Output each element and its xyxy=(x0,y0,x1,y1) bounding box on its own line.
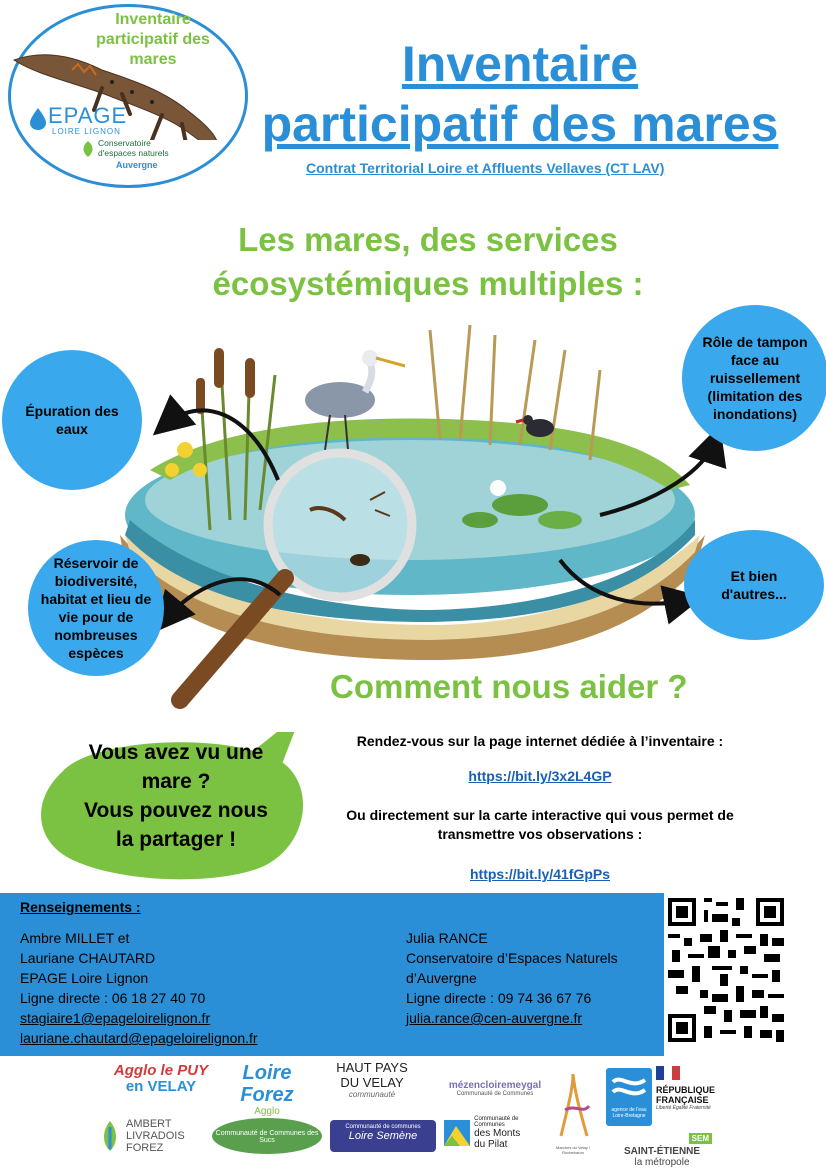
contact-left-org: EPAGE Loire Lignon xyxy=(20,970,149,986)
logo-saint-etienne xyxy=(612,1128,712,1168)
logo-loire-semene-small: Communauté de communes xyxy=(345,1124,421,1130)
page-title-line-2: participatif des mares xyxy=(261,96,779,152)
logo-republique-line-1: RÉPUBLIQUE xyxy=(656,1085,716,1095)
contact-right-org-2: d’Auvergne xyxy=(406,970,477,986)
help-text-2-line-2: transmettre vos observations : xyxy=(437,826,643,842)
services-heading-line-2: écosystémiques multiples : xyxy=(212,265,644,302)
logo-agence-eau xyxy=(606,1068,652,1126)
logo-mezenc-text: mézencloiremeygal xyxy=(448,1080,542,1091)
speech-bubble-text xyxy=(58,738,294,854)
bubble-epuration-text: Épuration des eaux xyxy=(25,403,119,437)
logo-ambert-line-3: FOREZ xyxy=(126,1142,164,1154)
logo-haut-pays xyxy=(332,1060,412,1099)
logo-loire-forez-sub: Agglo xyxy=(254,1106,280,1117)
speech-line-4: la partager ! xyxy=(115,828,237,851)
logo-loire-semene-text: Loire Semène xyxy=(348,1130,418,1142)
ambert-leaf-icon xyxy=(100,1119,120,1153)
logo-ambert-line-1: AMBERT xyxy=(126,1118,172,1130)
services-heading-line-1: Les mares, des services xyxy=(238,221,618,258)
speech-line-2: mare ? xyxy=(141,770,211,793)
logo-agence-eau-text: agence de l'eau Loire-Bretagne xyxy=(611,1107,647,1119)
bubble-biodiversite-text: Réservoir de biodiversité, habitat et lieu de vie pour de nombreuses espèces xyxy=(40,555,152,661)
contact-left-phone: Ligne directe : 06 18 27 40 70 xyxy=(20,990,206,1006)
contact-right-name: Julia RANCE xyxy=(406,930,488,946)
contact-right-org-1: Conservatoire d’Espaces Naturels xyxy=(406,950,618,966)
logo-haut-pays-line-2: DU VELAY xyxy=(340,1075,404,1090)
logo-saint-etienne-line-1: SAINT-ÉTIENNE xyxy=(623,1146,701,1157)
page-title-line-1: Inventaire xyxy=(401,36,639,92)
speech-line-1: Vous avez vu une xyxy=(88,741,264,764)
help-link-1-wrap xyxy=(300,768,780,786)
page-subtitle: Contrat Territorial Loire et Affluents Vellaves (CT LAV) xyxy=(306,160,665,176)
logo-loire-semene xyxy=(330,1120,436,1152)
arrow-tampon xyxy=(600,440,715,515)
cen-line-2: d'espaces naturels xyxy=(98,148,169,158)
logo-sucs xyxy=(212,1118,322,1154)
logo-title: Inventaire participatif des mares xyxy=(96,11,210,68)
logo-republique-line-2: FRANÇAISE xyxy=(656,1095,709,1105)
speech-line-3: Vous pouvez nous xyxy=(84,799,268,822)
cen-logo-region: Auvergne xyxy=(116,160,158,170)
qr-code[interactable] xyxy=(664,894,788,1046)
logo-sucs-text: Communauté de Communes des Sucs xyxy=(215,1130,319,1144)
bubble-tampon-text: Rôle de tampon face au ruissellement (limitation des inondations) xyxy=(702,334,808,422)
monts-pilat-icon xyxy=(442,1118,470,1148)
bubble-epuration xyxy=(2,350,142,490)
contact-right xyxy=(406,928,618,1028)
contact-left xyxy=(20,928,258,1048)
logo-loire-forez xyxy=(222,1062,312,1117)
logo-mezenc xyxy=(440,1080,550,1097)
logo-monts-pilat-small: Communauté de Communes xyxy=(474,1116,519,1128)
logo-republique-motto: Liberté Égalité Fraternité xyxy=(656,1105,711,1111)
help-heading: Comment nous aider ? xyxy=(330,668,688,705)
contact-left-name-2: Lauriane CHAUTARD xyxy=(20,950,156,966)
logo-monts-pilat-line-1: des Monts xyxy=(474,1128,521,1139)
logo-haut-pays-line-1: HAUT PAYS xyxy=(336,1060,408,1075)
epage-logo-subtext: LOIRE LIGNON xyxy=(52,127,121,136)
link-carte-interactive[interactable]: https://bit.ly/41fGpPs xyxy=(469,866,610,882)
help-link-2-wrap xyxy=(300,866,780,884)
logo-sem: SEM xyxy=(689,1133,712,1144)
logo-marches-velay-text: Marches du Velay / Rochebaron xyxy=(555,1145,591,1155)
marches-velay-icon xyxy=(553,1070,593,1140)
arrow-autres xyxy=(560,560,688,604)
logo-agglo-puy xyxy=(104,1063,218,1095)
agence-eau-wave-icon xyxy=(609,1072,649,1102)
logo-mezenc-sub: Communauté de Communes xyxy=(456,1091,534,1097)
contact-right-email[interactable]: julia.rance@cen-auvergne.fr xyxy=(406,1010,583,1026)
bubble-tampon xyxy=(682,305,826,451)
cen-line-1: Conservatoire xyxy=(98,138,151,148)
logo-monts-pilat xyxy=(442,1116,546,1150)
logo-saint-etienne-line-2: la métropole xyxy=(634,1157,690,1168)
help-text-2-line-1: Ou directement sur la carte interactive qui vous permet de xyxy=(346,807,734,823)
contact-left-name-1: Ambre MILLET et xyxy=(20,930,130,946)
contact-left-email-1[interactable]: stagiaire1@epageloirelignon.fr xyxy=(20,1010,211,1026)
marianne-flag-icon xyxy=(656,1066,680,1080)
bubble-biodiversite xyxy=(28,540,164,676)
arrow-epuration xyxy=(165,410,278,480)
arrow-biodiversite xyxy=(165,579,280,620)
contact-right-phone: Ligne directe : 09 74 36 67 76 xyxy=(406,990,592,1006)
logo-sem-wrap xyxy=(612,1128,712,1146)
logo-monts-pilat-line-2: du Pilat xyxy=(474,1139,508,1150)
logo-loire-forez-text: Loire Forez xyxy=(240,1062,294,1106)
bubble-autres-text: Et bien d'autres... xyxy=(721,568,787,602)
contact-left-email-2[interactable]: lauriane.chautard@epageloirelignon.fr xyxy=(20,1030,258,1046)
logo-haut-pays-line-3: communauté xyxy=(348,1090,396,1099)
link-inventaire-page[interactable]: https://bit.ly/3x2L4GP xyxy=(468,768,612,784)
epage-logo-text: EPAGE xyxy=(48,103,128,128)
contact-heading: Renseignements : xyxy=(20,899,141,915)
bubble-autres xyxy=(684,530,824,640)
logo-marches-velay xyxy=(550,1070,596,1155)
logo-ambert xyxy=(100,1118,210,1154)
help-text-2 xyxy=(300,806,780,844)
logo-ambert-line-2: LIVRADOIS xyxy=(126,1130,185,1142)
help-text-1: Rendez-vous sur la page internet dédiée à l’inventaire : xyxy=(356,733,724,749)
logo-agglo-puy-line-1: Agglo le PUY xyxy=(113,1062,209,1079)
logo-agglo-puy-line-2: en VELAY xyxy=(125,1078,197,1095)
logo-republique xyxy=(656,1066,736,1111)
